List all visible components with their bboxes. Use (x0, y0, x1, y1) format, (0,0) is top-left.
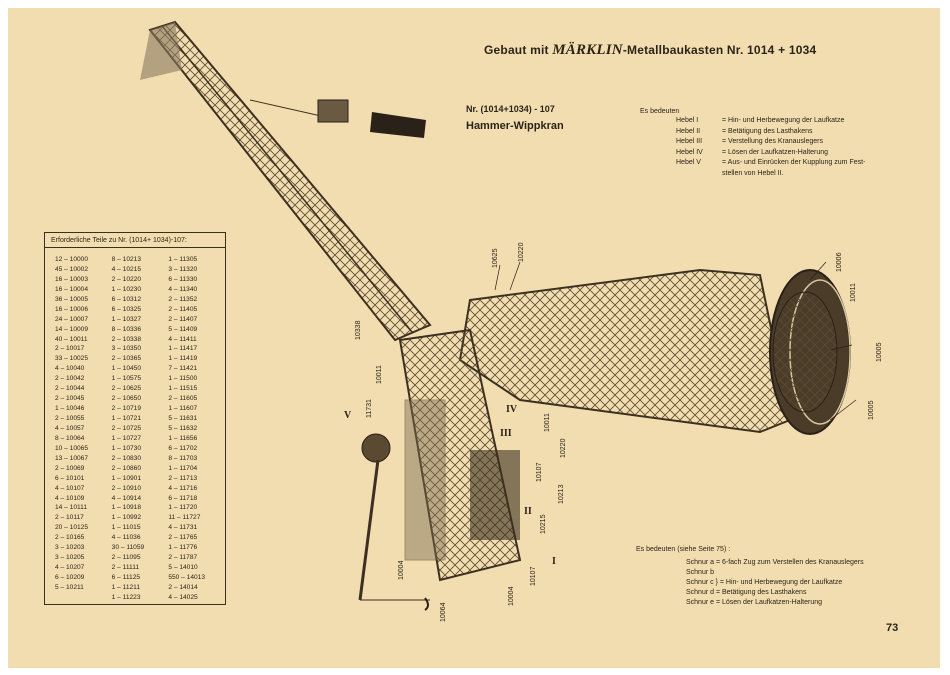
parts-entry: 16 – 10003 (55, 275, 89, 283)
parts-entry: 5 – 14010 (168, 564, 198, 572)
parts-column-1 (55, 255, 112, 603)
parts-entry: 6 – 11718 (168, 494, 198, 502)
parts-entry: 6 – 11702 (168, 444, 198, 452)
parts-entry: 1 – 11305 (168, 256, 198, 263)
parts-entry: 1 – 10575 (111, 375, 142, 383)
lever-label: Hebel II (676, 127, 701, 135)
parts-entry: 6 – 10209 (55, 574, 85, 581)
parts-entry: 4 – 10215 (111, 265, 142, 273)
parts-entry: 1 – 11720 (168, 504, 198, 512)
lever-legend (676, 116, 865, 179)
parts-entry: 2 – 10055 (55, 415, 85, 422)
parts-entry: 550 – 14013 (168, 574, 206, 581)
parts-entry: 2 – 10069 (55, 464, 85, 472)
parts-entry: 3 – 10350 (111, 345, 142, 353)
lever-row (676, 127, 865, 138)
parts-entry: 2 – 11095 (111, 554, 141, 562)
parts-entry: 14 – 10111 (55, 504, 88, 512)
parts-entry: 10 – 10065 (55, 444, 89, 452)
parts-entry: 1 – 10730 (111, 444, 142, 452)
parts-entry: 2 – 11111 (111, 564, 140, 572)
parts-entry: 2 – 11405 (168, 305, 198, 313)
cord-row: Schnur e = Lösen der Laufkatzen-Halterung (686, 599, 823, 606)
cord-row: Schnur c } = Hin- und Herbewegung der Laufkatze (686, 579, 843, 586)
parts-entry: 4 – 11411 (168, 335, 197, 343)
parts-entry: 2 – 10045 (55, 395, 85, 403)
parts-entry: 5 – 11631 (168, 415, 198, 422)
parts-entry: 1 – 11656 (168, 434, 198, 442)
cord-row: Schnur d = Betätigung des Lasthakens (686, 589, 807, 596)
parts-entry: 4 – 11716 (168, 484, 198, 492)
parts-entry: 6 – 11125 (111, 574, 141, 581)
parts-entry: 2 – 10830 (111, 454, 142, 462)
parts-entry: 4 – 10207 (55, 564, 85, 572)
lever-label: Hebel III (676, 138, 703, 145)
parts-entry: 2 – 10910 (111, 484, 142, 492)
parts-entry: 40 – 10011 (55, 335, 88, 343)
parts-entry: 3 – 11320 (168, 265, 198, 273)
parts-entry: 4 – 10040 (55, 365, 85, 373)
callout-label: 11731 (366, 399, 373, 418)
parts-entry: 1 – 10721 (111, 415, 142, 422)
callout-label: 10005 (868, 400, 875, 420)
lever-row (676, 137, 865, 148)
parts-entry: 2 – 11407 (168, 315, 198, 323)
callout-label: 10005 (876, 342, 883, 362)
parts-list (44, 232, 226, 605)
parts-entry: 2 – 10625 (111, 385, 142, 393)
callout-label: 10107 (536, 462, 543, 482)
callout-label: 10107 (530, 566, 537, 586)
parts-entry: 4 – 10107 (55, 484, 85, 492)
parts-entry: 2 – 10365 (111, 355, 142, 363)
lever-row (676, 158, 865, 169)
parts-entry: 1 – 10918 (111, 504, 142, 512)
callout-label: 10004 (508, 586, 515, 606)
parts-entry: 6 – 10325 (111, 305, 142, 313)
lever-label: Hebel IV (676, 148, 703, 156)
parts-entry: 2 – 10725 (111, 424, 142, 432)
parts-entry: 24 – 10007 (55, 315, 89, 323)
lever-row-continuation (676, 169, 865, 180)
lever-text: = Lösen der Laufkatzen-Halterung (722, 148, 829, 156)
trolley (250, 100, 426, 138)
parts-entry: 8 – 10336 (111, 325, 142, 333)
parts-entry: 14 – 10009 (55, 325, 89, 333)
model-number: Nr. (1014+1034) - 107 (466, 104, 555, 114)
parts-entry: 2 – 10117 (55, 514, 84, 522)
parts-entry: 1 – 11417 (168, 345, 198, 353)
parts-entry: 1 – 10230 (111, 285, 142, 293)
parts-entry: 1 – 11607 (168, 405, 198, 413)
parts-entry: 1 – 10901 (111, 474, 142, 482)
parts-columns (45, 248, 225, 603)
parts-entry: 8 – 10213 (111, 256, 142, 263)
parts-entry: 8 – 10064 (55, 434, 85, 442)
parts-entry: 4 – 11340 (168, 285, 198, 293)
parts-entry: 11 – 11727 (168, 514, 201, 522)
lever-label: Hebel I (676, 117, 699, 124)
lever-legend-heading: Es bedeuten (640, 108, 680, 115)
parts-entry: 2 – 10165 (55, 534, 85, 542)
callout-label: 10220 (518, 242, 525, 262)
lever-label: Hebel V (676, 159, 701, 166)
parts-entry: 3 – 10205 (55, 554, 85, 562)
lever-text: = Verstellung des Kranauslegers (722, 138, 823, 145)
parts-entry: 1 – 11776 (168, 544, 198, 552)
parts-entry: 1 – 10450 (111, 365, 142, 373)
parts-column-3 (168, 255, 225, 603)
parts-entry: 1 – 11015 (111, 524, 141, 532)
parts-entry: 1 – 11515 (168, 385, 198, 393)
callout-label: 10064 (440, 602, 447, 622)
parts-entry: 5 – 11632 (168, 424, 198, 432)
lever-mark-iii: III (500, 428, 512, 439)
parts-entry: 1 – 11223 (111, 593, 141, 601)
parts-entry: 45 – 10002 (55, 265, 89, 273)
lever-row (676, 116, 865, 127)
header-prefix: Gebaut mit (484, 43, 553, 57)
lever-text: = Aus- und Einrücken der Kupplung zum Fest- (722, 159, 866, 166)
parts-entry: 6 – 11330 (168, 275, 198, 283)
parts-entry: 2 – 14014 (168, 583, 198, 591)
parts-entry: 2 – 10044 (55, 385, 85, 393)
parts-entry: 4 – 10109 (55, 494, 85, 502)
parts-entry: 6 – 10101 (55, 474, 85, 482)
parts-entry: 36 – 10005 (55, 295, 89, 303)
parts-entry: 2 – 10042 (55, 375, 85, 383)
parts-entry: 16 – 10006 (55, 305, 89, 313)
parts-entry: 8 – 11703 (168, 454, 198, 462)
parts-entry: 12 – 10000 (55, 256, 89, 263)
parts-entry: 16 – 10004 (55, 285, 89, 293)
parts-entry: 1 – 11419 (168, 355, 198, 363)
lever-continuation: stellen von Hebel II. (722, 169, 784, 177)
parts-entry: 2 – 11605 (168, 395, 198, 403)
lever-mark-ii: II (524, 506, 532, 517)
callout-label: 10004 (398, 560, 405, 580)
parts-entry: 2 – 10017 (55, 345, 85, 353)
page-number: 73 (886, 622, 899, 634)
parts-entry: 6 – 10312 (111, 295, 142, 303)
parts-entry: 4 – 11036 (111, 534, 141, 542)
callout-label: 10006 (836, 252, 843, 272)
parts-entry: 2 – 11765 (168, 534, 198, 542)
cord-row: Schnur a = 6-fach Zug zum Verstellen des Kranauslegers (686, 559, 864, 566)
parts-entry: 3 – 10203 (55, 544, 85, 552)
parts-entry: 4 – 10057 (55, 424, 85, 432)
parts-entry: 2 – 11713 (168, 474, 198, 482)
parts-entry: 1 – 10046 (55, 405, 85, 413)
lever-text: = Hin- und Herbewegung der Laufkatze (722, 117, 845, 124)
parts-entry: 1 – 11704 (168, 464, 198, 472)
parts-entry: 1 – 10727 (111, 434, 142, 442)
parts-entry: 1 – 11211 (111, 583, 141, 591)
parts-column-2 (112, 255, 169, 603)
lever-mark-i: I (552, 556, 556, 567)
parts-entry: 2 – 10650 (111, 395, 142, 403)
callout-label: 10011 (850, 283, 857, 302)
cords-legend-heading: Es bedeuten (siehe Seite 75) : (636, 546, 731, 553)
lever-mark-iv: IV (506, 404, 518, 415)
parts-entry: 7 – 11421 (168, 365, 198, 373)
parts-entry: 1 – 11500 (168, 375, 198, 383)
page-header (484, 42, 816, 59)
callout-label: 10011 (544, 413, 551, 432)
callout-label: 10625 (492, 248, 499, 268)
parts-entry: 33 – 10025 (55, 355, 89, 363)
parts-entry: 13 – 10067 (55, 454, 89, 462)
parts-entry: 1 – 10327 (111, 315, 142, 323)
parts-entry: 2 – 10719 (111, 405, 142, 413)
parts-entry: 5 – 11409 (168, 325, 198, 333)
parts-entry: 5 – 10211 (55, 583, 84, 591)
parts-entry: 4 – 14025 (168, 593, 198, 601)
callout-label: 10213 (558, 484, 565, 504)
parts-entry: 20 – 10125 (55, 524, 89, 532)
parts-entry: 4 – 11731 (168, 524, 198, 532)
callout-label: 10338 (355, 320, 362, 340)
marklin-brand: MÄRKLIN (552, 42, 623, 58)
parts-entry: 2 – 11787 (168, 554, 198, 562)
parts-entry: 4 – 10914 (111, 494, 142, 502)
lever-text: = Betätigung des Lasthakens (722, 127, 813, 135)
lever-row (676, 148, 865, 159)
parts-entry: 1 – 10992 (111, 514, 142, 522)
header-suffix: -Metallbaukasten Nr. 1014 + 1034 (622, 43, 817, 57)
parts-entry: 2 – 11352 (168, 295, 198, 303)
parts-entry: 30 – 11059 (111, 544, 145, 552)
cords-legend (686, 558, 864, 608)
callout-label: 10215 (540, 514, 547, 534)
callout-label: 10011 (376, 365, 383, 384)
callout-label: 10220 (560, 438, 567, 458)
parts-list-heading: Erforderliche Teile zu Nr. (1014+ 1034)-107: (45, 233, 225, 248)
cord-row: Schnur b (686, 569, 715, 576)
counter-jib (460, 270, 850, 434)
parts-entry: 2 – 10860 (111, 464, 142, 472)
lever-mark-v: V (344, 410, 352, 421)
parts-entry: 2 – 10338 (111, 335, 142, 343)
model-name: Hammer-Wippkran (466, 120, 564, 132)
parts-entry: 2 – 10220 (111, 275, 142, 283)
